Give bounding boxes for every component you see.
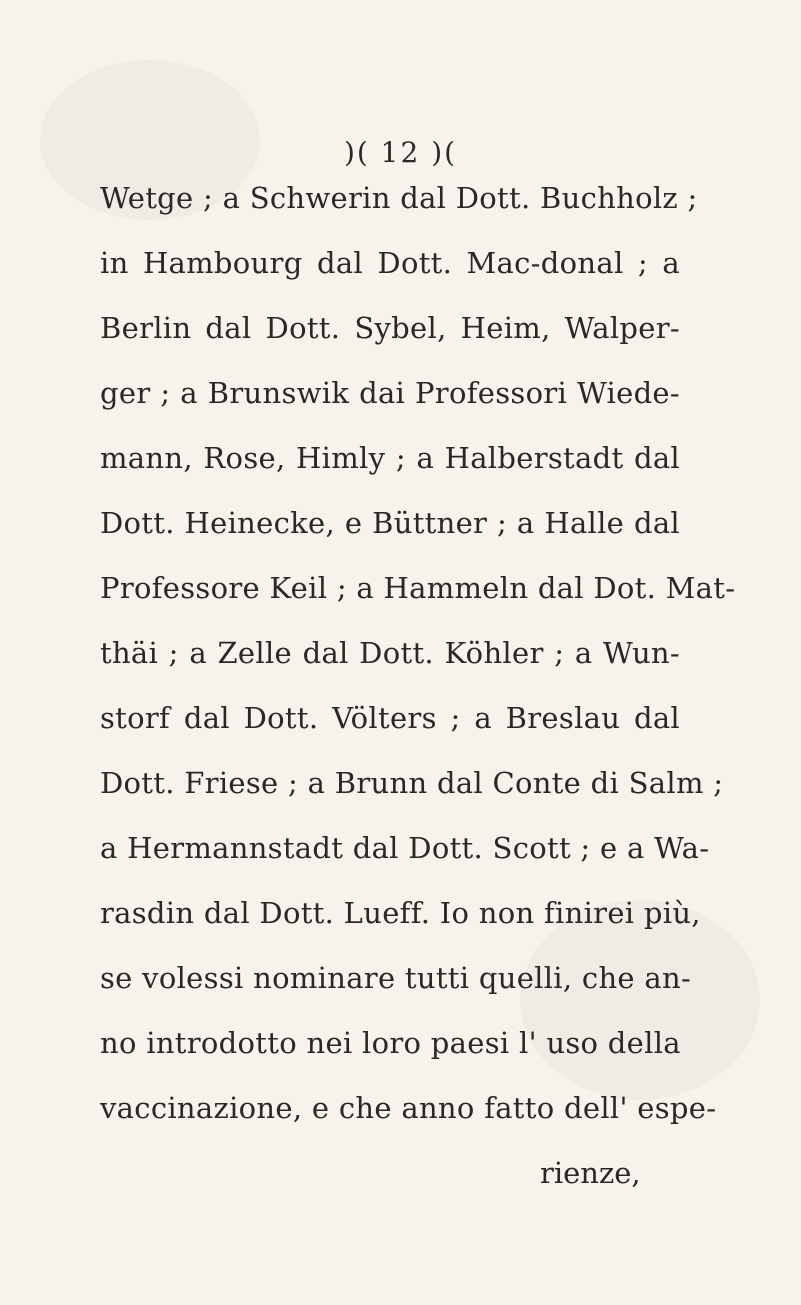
text-line: Professore Keil ; a Hammeln dal Dot. Mat-	[100, 571, 736, 605]
text-line: rasdin dal Dott. Lueff. Io non finirei più,	[100, 896, 701, 930]
text-line: thäi ; a Zelle dal Dott. Köhler ; a Wun-	[100, 636, 680, 670]
text-line: se volessi nominare tutti quelli, che an-	[100, 961, 692, 995]
text-line: storf dal Dott. Völters ; a Breslau dal	[100, 701, 680, 735]
text-line: vaccinazione, e che anno fatto dell' espe-	[100, 1091, 717, 1125]
text-line: no introdotto nei loro paesi l' uso della	[100, 1026, 681, 1060]
page-header: )( 12 )(	[343, 136, 458, 169]
text-line: mann, Rose, Himly ; a Halberstadt dal	[100, 441, 680, 475]
catchword: rienze,	[540, 1156, 641, 1190]
text-line: Dott. Friese ; a Brunn dal Conte di Salm ;	[100, 766, 724, 800]
text-line: in Hambourg dal Dott. Mac-donal ; a	[100, 246, 680, 280]
text-line: a Hermannstadt dal Dott. Scott ; e a Wa-	[100, 831, 710, 865]
text-line: Berlin dal Dott. Sybel, Heim, Walper-	[100, 311, 680, 345]
text-line: Dott. Heinecke, e Büttner ; a Halle dal	[100, 506, 680, 540]
text-line: Wetge ; a Schwerin dal Dott. Buchholz ;	[100, 181, 698, 215]
text-line: ger ; a Brunswik dai Professori Wiede-	[100, 376, 680, 410]
